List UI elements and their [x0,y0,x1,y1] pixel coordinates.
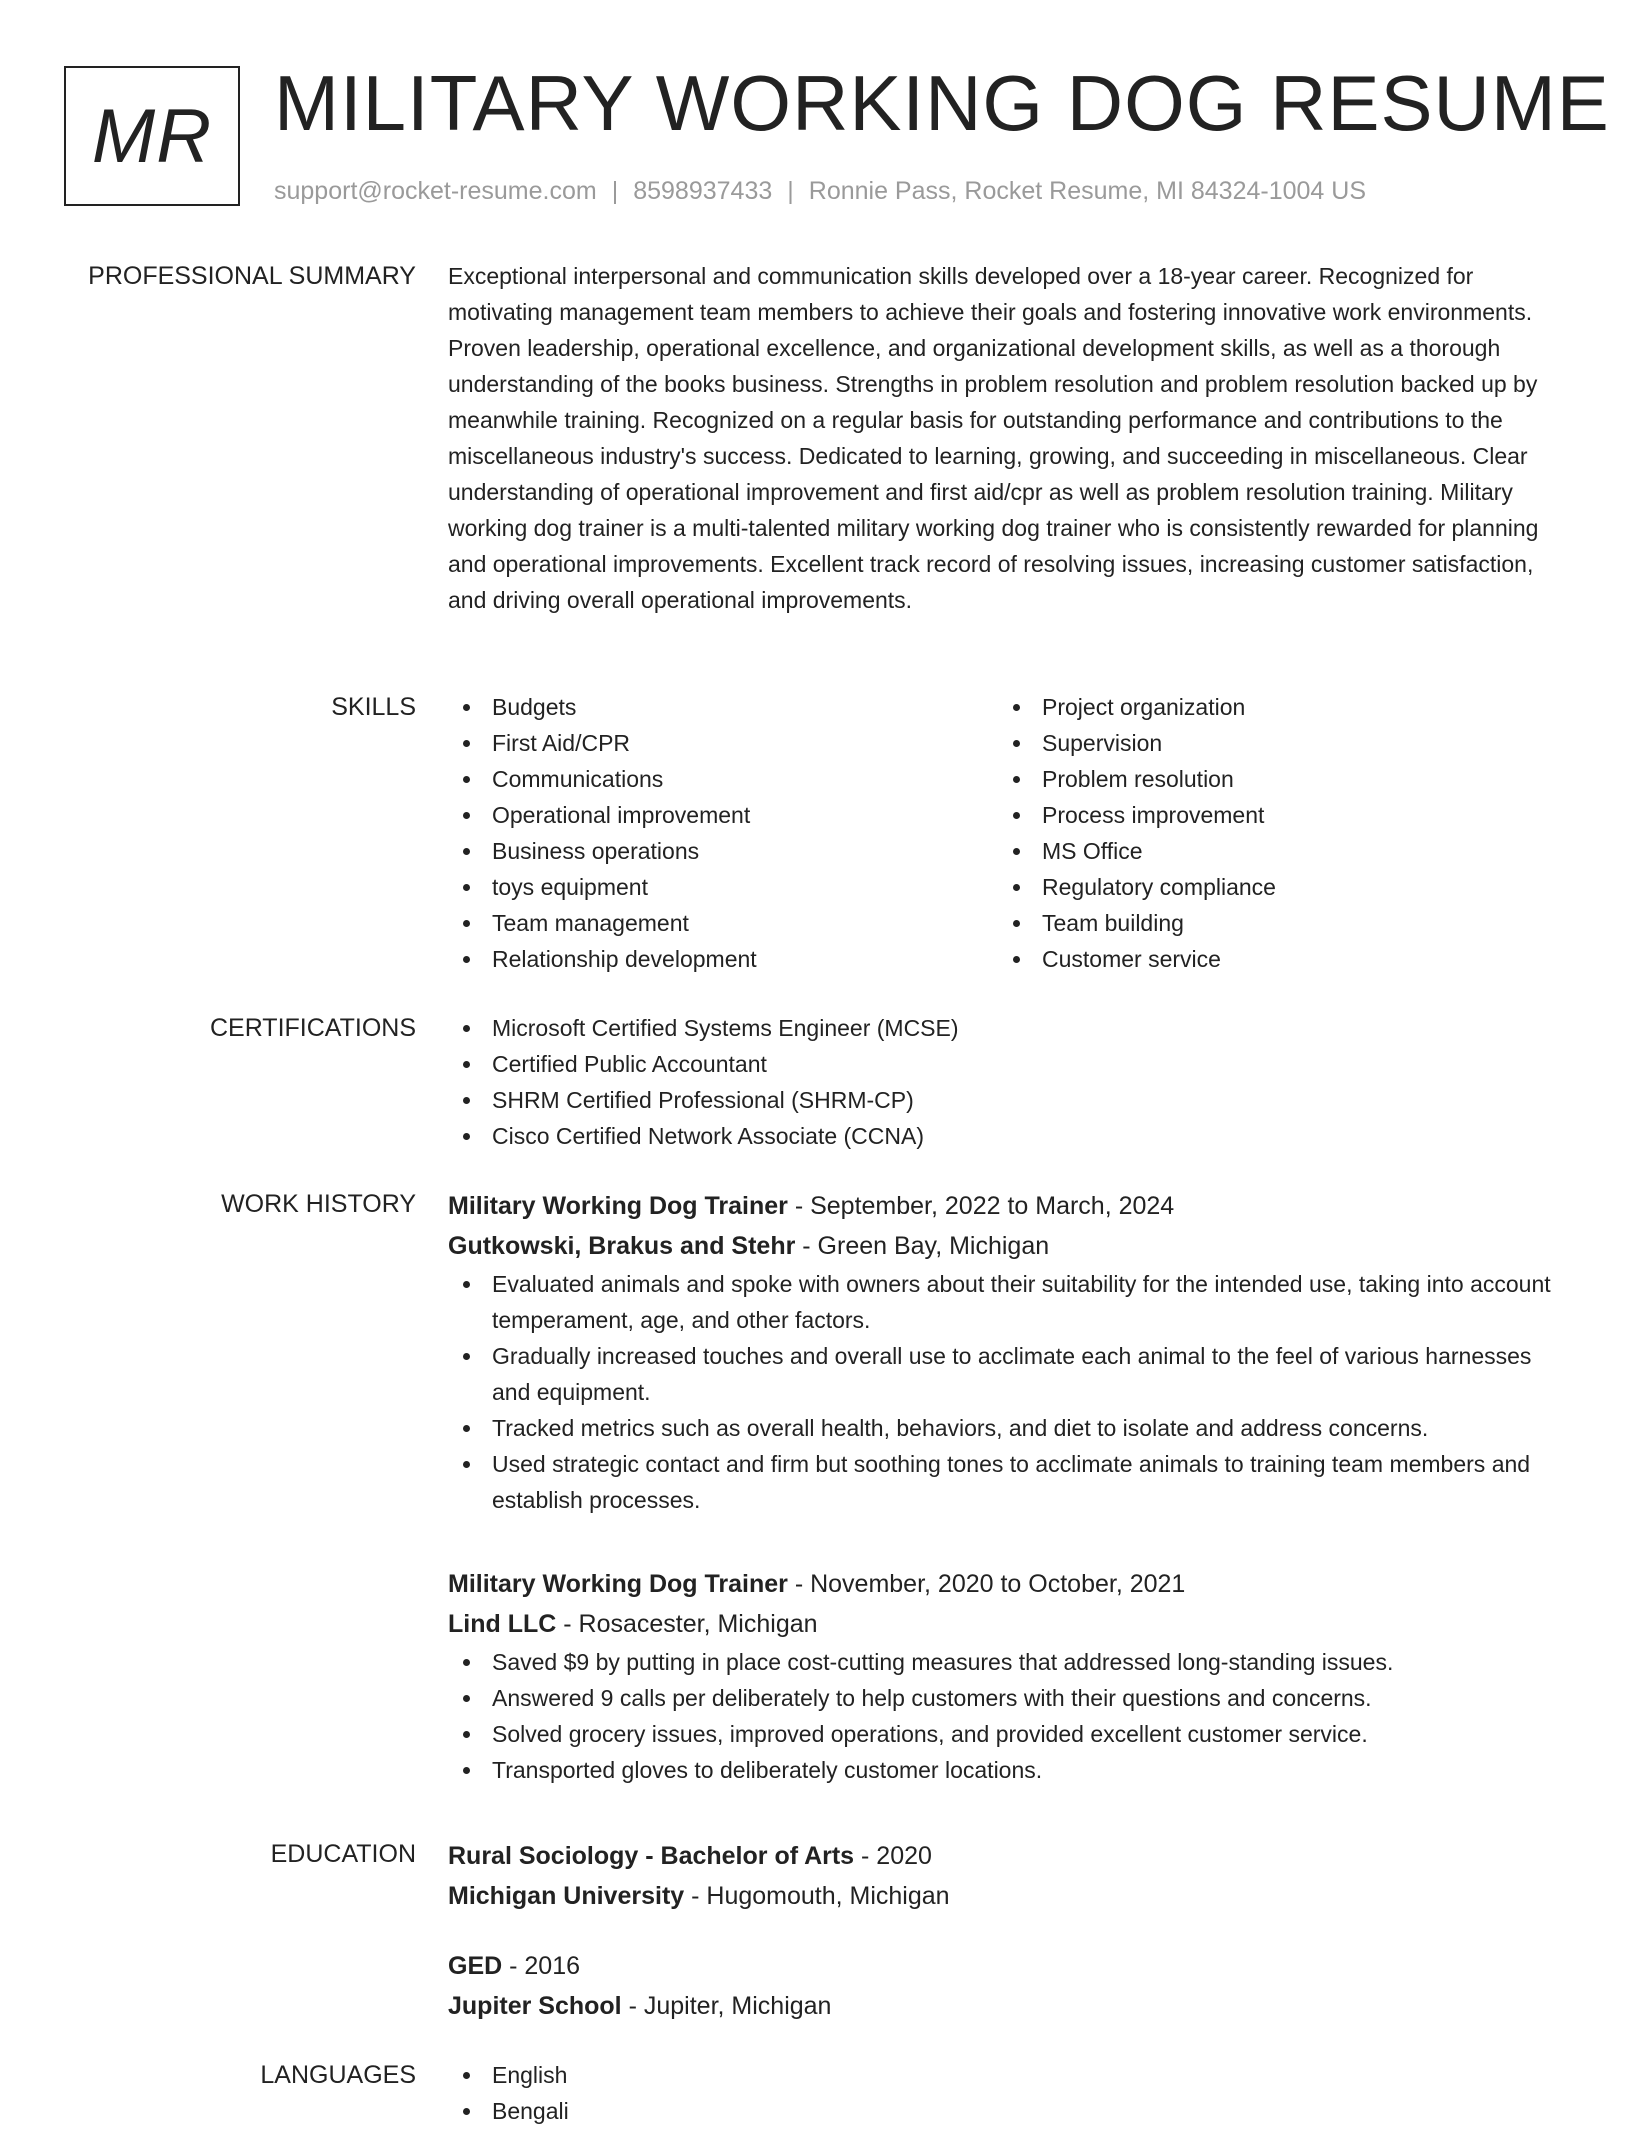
skill-item: Budgets [448,689,988,725]
contact-address: Ronnie Pass, Rocket Resume, MI 84324-1004 US [808,177,1366,205]
contact-phone[interactable]: 8598937433 [633,177,773,205]
job-bullet: Tracked metrics such as overall health, behaviors, and diet to isolate and address concerns. [448,1410,1563,1446]
contact-email[interactable]: support@rocket-resume.com [274,177,597,205]
section-title-certifications: CERTIFICATIONS [209,1014,416,1042]
skill-item: MS Office [998,833,1538,869]
job-company-line [448,1604,1563,1644]
education-school-line [448,1986,1563,2026]
certification-item: Cisco Certified Network Associate (CCNA) [448,1118,1563,1154]
skill-item: Project organization [998,689,1538,725]
skill-item: Process improvement [998,797,1538,833]
skill-item: Communications [448,761,988,797]
resume-title: MILITARY WORKING DOG RESUME [274,59,1610,147]
job-title-line [448,1186,1563,1226]
skill-item: Operational improvement [448,797,988,833]
skill-item: Team building [998,905,1538,941]
job-bullet: Transported gloves to deliberately customer locations. [448,1752,1563,1788]
job-role: Military Working Dog Trainer [448,1570,788,1598]
job-bullets [448,1644,1563,1788]
skill-item: Business operations [448,833,988,869]
education-degree-line [448,1946,1563,1986]
monogram-initials: MR [91,93,213,179]
skill-item: Relationship development [448,941,988,977]
education-entry [448,1836,1563,1916]
education-location: - Hugomouth, Michigan [684,1882,950,1910]
education-entry [448,1946,1563,2026]
job-company: Gutkowski, Brakus and Stehr [448,1232,796,1260]
job-bullets [448,1266,1563,1518]
section-title-languages: LANGUAGES [260,2061,416,2089]
job-dates: - November, 2020 to October, 2021 [787,1570,1186,1598]
contact-separator: | [611,177,619,205]
skill-item: Customer service [998,941,1538,977]
job-company-line [448,1226,1563,1266]
job-bullet: Solved grocery issues, improved operations, and provided excellent customer service. [448,1716,1563,1752]
languages-list [448,2057,1563,2129]
skill-item: toys equipment [448,869,988,905]
contact-line [274,175,1366,207]
job-company: Lind LLC [448,1610,557,1638]
job-title-line [448,1564,1563,1604]
contact-separator: | [787,177,794,205]
education-year: - 2016 [502,1952,581,1980]
education-school-line [448,1876,1563,1916]
education-school: Jupiter School [448,1992,622,2020]
skill-item: Problem resolution [998,761,1538,797]
certifications-list [448,1010,1563,1154]
certification-item: SHRM Certified Professional (SHRM-CP) [448,1082,1563,1118]
job-location: - Rosacester, Michigan [556,1610,818,1638]
language-item: English [448,2057,1563,2093]
section-title-skills: SKILLS [331,693,416,721]
skill-item: Team management [448,905,988,941]
monogram-badge [64,66,240,206]
job-role: Military Working Dog Trainer [448,1192,788,1220]
section-title-summary: PROFESSIONAL SUMMARY [88,262,416,290]
job-bullet: Saved $9 by putting in place cost-cutting measures that addressed long-standing issues. [448,1644,1563,1680]
job-dates: - September, 2022 to March, 2024 [787,1192,1175,1220]
certification-item: Microsoft Certified Systems Engineer (MCSE) [448,1010,1563,1046]
education-degree: GED [448,1952,503,1980]
skills-list-right [998,689,1538,977]
education-school: Michigan University [448,1882,685,1910]
skill-item: Regulatory compliance [998,869,1538,905]
summary-text: Exceptional interpersonal and communication skills developed over a 18-year career. Recognized for motivating management team members to achieve their goals and fostering innovative work environments. Proven leadership, operational excellence, and organizational development skills, as well as a thorough understanding of the books business. Strengths in problem resolution and problem resolution backed up by meanwhile training. Recognized on a regular basis for outstanding performance and contributions to the miscellaneous industry's success. Dedicated to learning, growing, and succeeding in miscellaneous. Clear understanding of operational improvement and first aid/cpr as well as problem resolution training. Military working dog trainer is a multi-talented military working dog trainer who is consistently rewarded for planning and operational improvements. Excellent track record of resolving issues, increasing customer satisfaction, and driving overall operational improvements. [448,263,1539,613]
job-bullet: Evaluated animals and spoke with owners about their suitability for the intended use, taking into account temperament, age, and other factors. [448,1266,1563,1338]
job-location: - Green Bay, Michigan [795,1232,1050,1260]
skill-item: First Aid/CPR [448,725,988,761]
section-title-work-history: WORK HISTORY [221,1190,416,1218]
job-entry [448,1186,1563,1518]
certification-item: Certified Public Accountant [448,1046,1563,1082]
job-bullet: Used strategic contact and firm but soothing tones to acclimate animals to training team members and establish processes. [448,1446,1563,1518]
job-entry [448,1564,1563,1788]
job-bullet: Gradually increased touches and overall use to acclimate each animal to the feel of various harnesses and equipment. [448,1338,1563,1410]
skills-list-left [448,689,988,977]
skill-item: Supervision [998,725,1538,761]
job-bullet: Answered 9 calls per deliberately to help customers with their questions and concerns. [448,1680,1563,1716]
education-degree: Rural Sociology - Bachelor of Arts [448,1842,855,1870]
section-title-education: EDUCATION [270,1840,416,1868]
language-item: Bengali [448,2093,1563,2129]
education-degree-line [448,1836,1563,1876]
education-year: - 2020 [854,1842,932,1870]
education-location: - Jupiter, Michigan [621,1992,832,2020]
